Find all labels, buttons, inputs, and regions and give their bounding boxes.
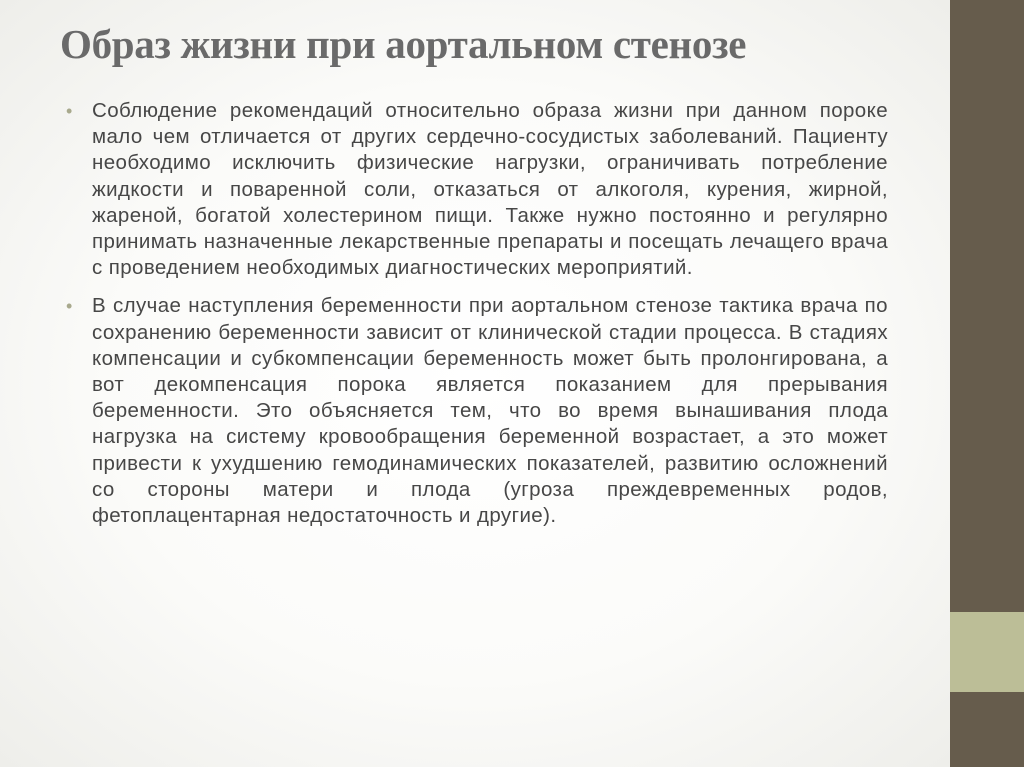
bullet-text-lifestyle: Соблюдение рекомендаций относительно образа жизни при данном пороке мало чем отличается от других сердечно-сосудистых заболеваний. Пациенту необходимо исключить физические нагрузки, ограничивать потребление жидкости и поваренной соли, отказаться от алкоголя, курения, жирной, жареной, богатой холестерином пищи. Также нужно постоянно и регулярно принимать назначенные лекарственные препараты и посещать лечащего врача с проведением необходимых диагностических мероприятий. <box>92 99 888 280</box>
bullet-list <box>66 98 888 541</box>
slide-title: Образ жизни при аортальном стенозе <box>60 21 747 67</box>
bullet-item-pregnancy <box>66 293 888 529</box>
decorative-side-accent <box>950 612 1024 692</box>
bullet-marker: • <box>66 101 73 121</box>
bullet-marker: • <box>66 296 73 317</box>
bullet-item-lifestyle <box>66 98 888 281</box>
bullet-text-pregnancy: В случае наступления беременности при аортальном стенозе тактика врача по сохранению беременности зависит от клинической стадии процесса. В стадиях компенсации и субкомпенсации беременность может быть пролонгирована, а вот декомпенсация порока является показанием для прерывания беременности. Это объясняется тем, что во время вынашивания плода нагрузка на систему кровообращения беременной возрастает, а это может привести к ухудшению гемодинамических показателей, развитию осложнений со стороны матери и плода (угроза преждевременных родов, фетоплацентарная недостаточность и другие). <box>92 294 888 528</box>
